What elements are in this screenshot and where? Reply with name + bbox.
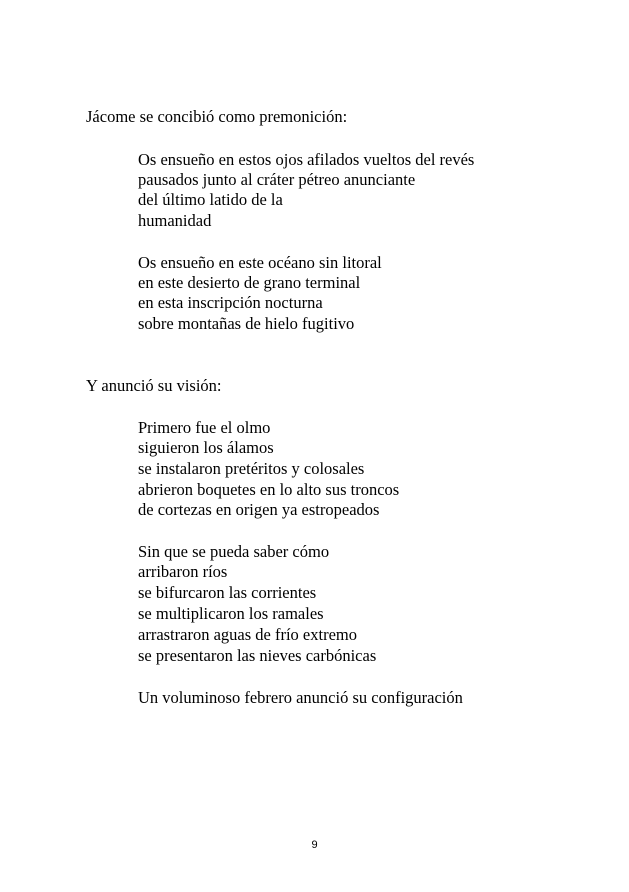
- verse-line: en esta inscripción nocturna: [138, 293, 323, 312]
- verse-line: en este desierto de grano terminal: [138, 273, 361, 292]
- verse-line: se instalaron pretéritos y colosales: [138, 459, 365, 478]
- verse-line: se multiplicaron los ramales: [138, 604, 324, 623]
- verse-line: siguieron los álamos: [138, 438, 274, 457]
- verse-line: Os ensueño en estos ojos afilados vueltos del revés: [138, 150, 475, 169]
- verse-line: sobre montañas de hielo fugitivo: [138, 314, 355, 333]
- verse-line: arribaron ríos: [138, 562, 228, 581]
- verse-line: pausados junto al cráter pétreo anunciante: [138, 170, 416, 189]
- verse-line: Un voluminoso febrero anunció su configuración: [138, 688, 463, 707]
- verse-line: Sin que se pueda saber cómo: [138, 542, 330, 561]
- verse-line: de cortezas en origen ya estropeados: [138, 500, 380, 519]
- verse-line: abrieron boquetes en lo alto sus troncos: [138, 480, 400, 499]
- section-intro: Y anunció su visión:: [86, 376, 222, 395]
- verse-line: del último latido de la: [138, 190, 283, 209]
- verse-line: Os ensueño en este océano sin litoral: [138, 253, 382, 272]
- verse-line: Primero fue el olmo: [138, 418, 271, 437]
- section-intro: Jácome se concibió como premonición:: [86, 107, 348, 126]
- verse-line: se bifurcaron las corrientes: [138, 583, 317, 602]
- verse-line: humanidad: [138, 211, 212, 230]
- verse-line: arrastraron aguas de frío extremo: [138, 625, 357, 644]
- page-number: 9: [311, 839, 318, 851]
- verse-line: se presentaron las nieves carbónicas: [138, 646, 377, 665]
